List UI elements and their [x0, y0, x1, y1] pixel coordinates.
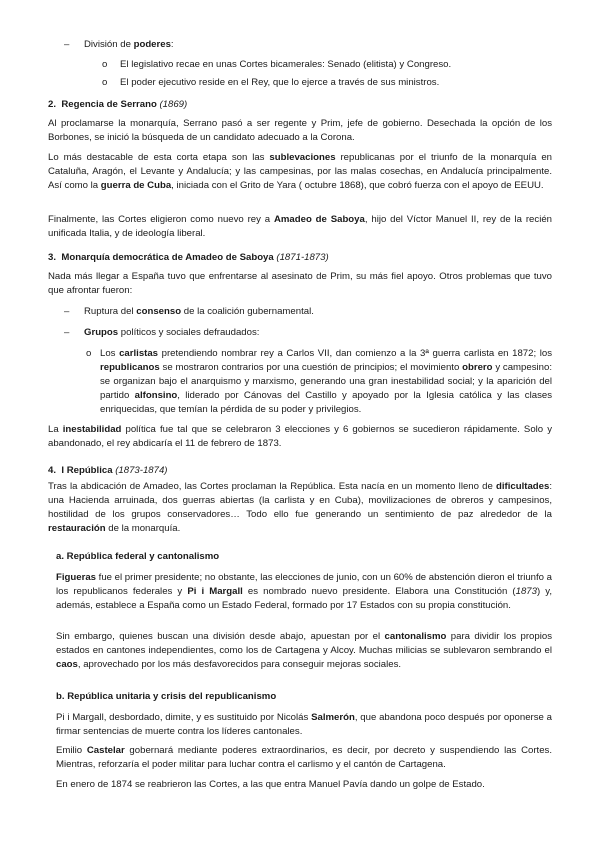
- section-2-paragraph-1: Al proclamarse la monarquía, Serrano pasó a ser regente y Prim, jefe de gobierno. Desechada la opción de los Borbones, se inició la búsqueda de un candidato adecuado a la Corona.: [48, 118, 552, 143]
- subsection-a-paragraph-2: Sin embargo, quienes buscan una división desde abajo, apuestan por el cantonalismo para dividir los propios estados en cantones independientes, como los de Cartagena y Alcoy. Muchas milicias se sublevaron sembrando el caos, aprovechado por los más desfavorecidos para conseguir mejoras sociales.: [56, 631, 552, 670]
- dash-bullet: –: [64, 39, 70, 50]
- dash-bullet: –: [64, 327, 70, 338]
- problem-item-1: Ruptura del consenso de la coalición gubernamental.: [84, 306, 314, 317]
- subsection-a-paragraph-1: Figueras fue el primer presidente; no obstante, las elecciones de junio, con un 60% de abstención dieron el triunfo a los republicanos federales y Pi i Margall es nombrado nuevo presidente. Elabora una Constitución (1873) y, además, establece a España como un Estado Federal, formado por 17 Estados con su propia constitución.: [56, 572, 552, 611]
- section-2-heading: 2. Regencia de Serrano (1869): [48, 99, 188, 110]
- section-3-paragraph-1: Nada más llegar a España tuvo que enfrentarse al asesinato de Prim, su más fiel apoyo. Otros problemas que tuvo que afrontar fueron:: [48, 271, 552, 296]
- o-bullet: o: [86, 348, 92, 359]
- subsection-a-heading: a. República federal y cantonalismo: [56, 551, 220, 562]
- section-2-paragraph-2: Lo más destacable de esta corta etapa son las sublevaciones republicanas por el triunfo de la monarquía en Cataluña, Aragón, el Levante y Andalucía; y las campesinas, por las malas cosechas, en Andalucía principalmente. Así como la guerra de Cuba, iniciada con el Grito de Yara ( octubre 1868), que cobró fuerza con el apoyo de EEUU.: [48, 152, 553, 191]
- subsection-b-paragraph-2: Emilio Castelar gobernará mediante poderes extraordinarios, es decir, por decreto y suspendiendo las Cortes. Mientras, reforzaría el poder militar para luchar contra el carlismo y el cantón de Cartagena.: [56, 745, 552, 770]
- subsection-b-paragraph-1: Pi i Margall, desbordado, dimite, y es sustituido por Nicolás Salmerón, que abandona poco después por oponerse a firmar sentencias de muerte contra los líderes cantonales.: [56, 712, 552, 737]
- o-bullet: o: [102, 59, 108, 70]
- division-item-1: El legislativo recae en unas Cortes bicamerales: Senado (elitista) y Congreso.: [120, 59, 452, 70]
- section-2-paragraph-3: Finalmente, las Cortes eligieron como nuevo rey a Amadeo de Saboya, hijo del Víctor Manuel II, rey de la recién unificada Italia, y de ideología liberal.: [48, 214, 552, 239]
- division-item-2: El poder ejecutivo reside en el Rey, que lo ejerce a través de sus ministros.: [120, 77, 440, 88]
- o-bullet: o: [102, 77, 108, 88]
- section-3-paragraph-2: La inestabilidad política fue tal que se celebraron 3 elecciones y 6 gobiernos se sucedieron rápidamente. Solo y abandonado, el rey abdicaría el 11 de febrero de 1873.: [48, 424, 553, 449]
- subsection-b-heading: b. República unitaria y crisis del republicanismo: [56, 691, 277, 702]
- dash-bullet: –: [64, 306, 70, 317]
- groups-subitem: Los carlistas pretendiendo nombrar rey a Carlos VII, dan comienzo a la 3ª guerra carlista en 1872; los republicanos se mostraron contrarios por una cuestión de principios; el movimiento obrero y campesino: se organizan bajo el anarquismo y marxismo, generando una gran inestabilidad social; y la aparición del partido alfonsino, liderado por Cánovas del Castillo y apoyado por la Iglesia católica y las clases enriquecidas, que temían la pérdida de su poder y privilegios.: [100, 348, 553, 415]
- section-4-paragraph-1: Tras la abdicación de Amadeo, las Cortes proclaman la República. Esta nacía en un momento lleno de dificultades: una Hacienda arruinada, dos guerras abiertas (la carlista y en Cuba), movilizaciones de obreros y campesinos, hostilidad de los grupos conservadores… Todo ello fue generando un sentimiento de paz alrededor de la restauración de la monarquía.: [48, 481, 552, 534]
- section-3-heading: 3. Monarquía democrática de Amadeo de Saboya (1871-1873): [48, 252, 329, 263]
- division-title: División de poderes:: [84, 39, 174, 50]
- subsection-b-paragraph-3: En enero de 1874 se reabrieron las Cortes, a las que entra Manuel Pavía dando un golpe de Estado.: [56, 779, 485, 790]
- section-4-heading: 4. I República (1873-1874): [48, 465, 168, 476]
- problem-item-2: Grupos políticos y sociales defraudados:: [84, 327, 260, 338]
